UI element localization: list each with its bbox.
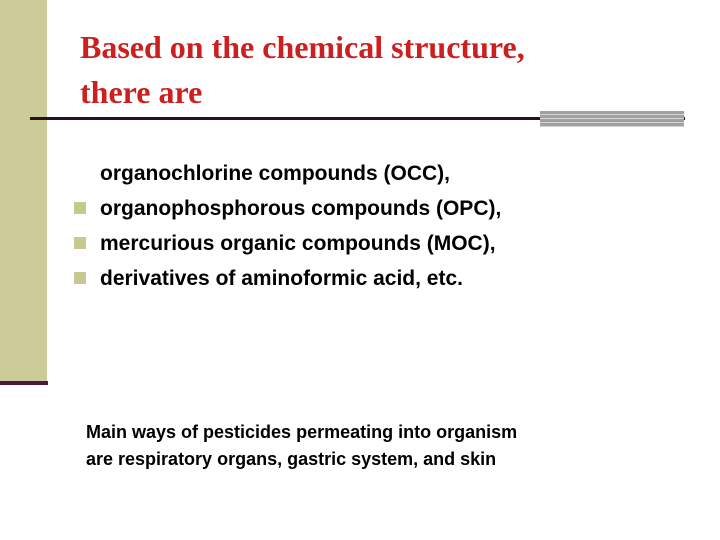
side-accent-bar — [0, 381, 48, 385]
bullet-item — [72, 226, 501, 261]
title-line-2: there are — [80, 74, 203, 110]
bullet-text: mercurious organic compounds (MOC), — [100, 232, 496, 255]
bullet-text: organochlorine compounds (OCC), — [100, 162, 450, 185]
bullet-item — [72, 156, 501, 191]
bullet-text: organophosphorous compounds (OPC), — [100, 197, 502, 220]
bullet-item — [72, 261, 501, 296]
side-band — [0, 0, 47, 382]
square-bullet-icon — [74, 272, 86, 284]
bullet-list — [72, 156, 501, 296]
footnote — [86, 419, 706, 473]
title-underline-accent — [540, 111, 684, 127]
footnote-line-2: are respiratory organs, gastric system, and skin — [86, 449, 497, 469]
square-bullet-icon — [74, 237, 86, 249]
bullet-text: derivatives of aminoformic acid, etc. — [100, 267, 463, 290]
square-bullet-icon — [74, 202, 86, 214]
footnote-line-1: Main ways of pesticides permeating into organism — [86, 422, 518, 442]
title-line-1: Based on the chemical structure, — [80, 29, 525, 65]
bullet-item — [72, 191, 501, 226]
slide-title — [80, 25, 700, 115]
